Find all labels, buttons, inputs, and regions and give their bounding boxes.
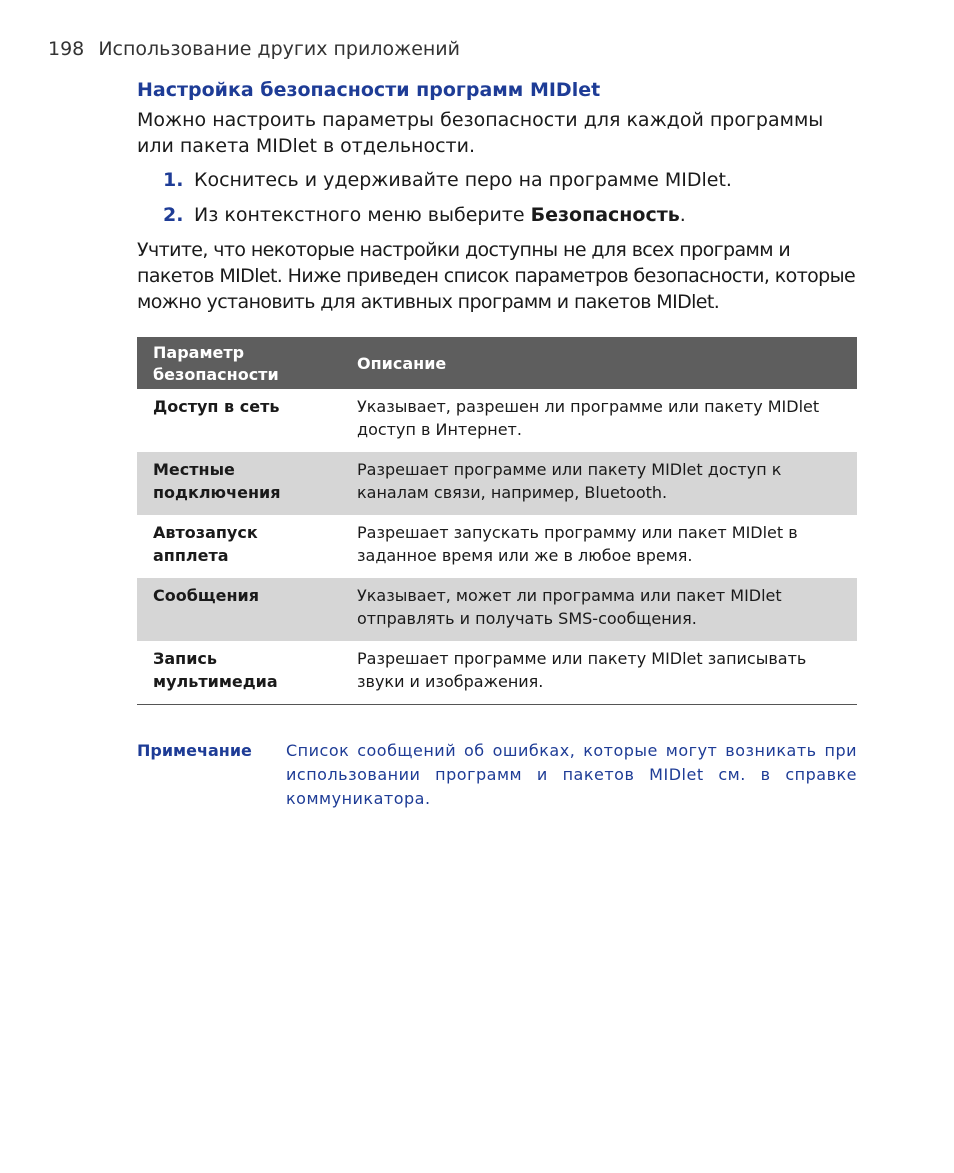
step-emphasis: Безопасность (530, 204, 680, 226)
column-header-param: Параметр безопасности (137, 337, 339, 389)
table-row (137, 641, 857, 705)
step-text-before: Из контекстного меню выберите (194, 204, 531, 226)
running-header (48, 38, 460, 60)
param-cell: Автозапуск апплета (153, 523, 258, 565)
chapter-title: Использование других приложений (98, 38, 461, 60)
desc-cell: Указывает, может ли программа или пакет MIDlet отправлять и получать SMS-сообщения. (339, 578, 857, 641)
intro-paragraph: Можно настроить параметры безопасности для каждой программы или пакета MIDlet в отдельности. (137, 109, 824, 157)
param-cell: Запись мультимедиа (137, 641, 339, 705)
param-cell: Доступ в сеть (153, 397, 280, 416)
note-block (137, 739, 857, 811)
page-content (137, 77, 857, 811)
step-number: 2. (163, 204, 184, 226)
desc-cell: Разрешает программе или пакету MIDlet записывать звуки и изображения. (339, 641, 857, 705)
page-number: 198 (48, 38, 85, 60)
step-text-after: . (679, 204, 686, 226)
note-text: Список сообщений об ошибках, которые могут возникать при использовании программ и пакетов MIDlet см. в справке коммуникатора. (286, 741, 857, 808)
note-label: Примечание (137, 741, 252, 760)
desc-cell: Разрешает запускать программу или пакет MIDlet в заданное время или же в любое время. (357, 523, 798, 565)
table-row (137, 389, 857, 452)
step-item (137, 202, 857, 228)
param-cell: Местные подключения (137, 452, 339, 515)
step-text: Коснитесь и удерживайте перо на программе MIDlet. (194, 169, 732, 191)
step-number: 1. (163, 169, 184, 191)
steps-list (137, 167, 857, 228)
security-settings-table (137, 337, 857, 705)
table-row (137, 578, 857, 641)
notice-paragraph: Учтите, что некоторые настройки доступны не для всех программ и пакетов MIDlet. Ниже приведен список параметров безопасности, которые можно установить для активных программ и пакетов MIDlet. (137, 239, 856, 313)
desc-cell: Указывает, разрешен ли программе или пакету MIDlet доступ в Интернет. (357, 397, 820, 439)
desc-cell: Разрешает программе или пакету MIDlet доступ к каналам связи, например, Bluetooth. (339, 452, 857, 515)
table-header-row (137, 337, 857, 389)
column-header-desc: Описание (339, 337, 857, 389)
section-title: Настройка безопасности программ MIDlet (137, 79, 601, 101)
step-text (194, 202, 857, 228)
table-row (137, 452, 857, 515)
param-cell: Сообщения (137, 578, 339, 641)
table-row (137, 515, 857, 578)
step-item (137, 167, 857, 193)
